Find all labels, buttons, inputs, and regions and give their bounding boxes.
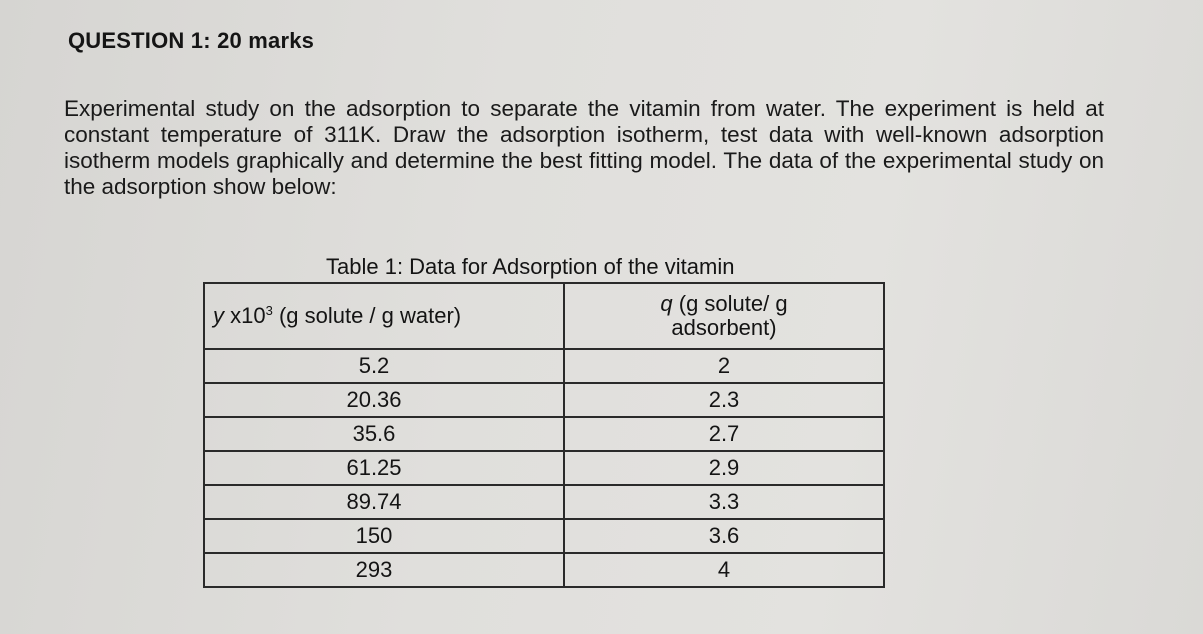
column-header-q	[564, 283, 884, 349]
cell-q: 2	[564, 349, 884, 383]
cell-y: 20.36	[204, 383, 564, 417]
cell-q: 3.6	[564, 519, 884, 553]
table-caption: Table 1: Data for Adsorption of the vitamin	[326, 254, 735, 279]
cell-y: 89.74	[204, 485, 564, 519]
y-times: x10	[224, 303, 266, 328]
cell-q: 2.3	[564, 383, 884, 417]
table-row	[204, 519, 884, 553]
question-title: QUESTION 1: 20 marks	[68, 28, 315, 53]
q-symbol: q	[660, 291, 673, 316]
table-row	[204, 451, 884, 485]
table-row	[204, 485, 884, 519]
adsorption-data-table	[203, 282, 885, 588]
cell-q: 2.9	[564, 451, 884, 485]
question-body: Experimental study on the adsorption to separate the vitamin from water. The experiment is held at constant temperature of 311K. Draw the adsorption isotherm, test data with well-known adsorption isotherm models graphically and determine the best fitting model. The data of the experimental study on the adsorption show below:	[64, 96, 1104, 199]
cell-y: 293	[204, 553, 564, 587]
q-units-line1: (g solute/ g	[672, 291, 788, 316]
cell-y: 61.25	[204, 451, 564, 485]
y-units: (g solute / g water)	[272, 303, 462, 328]
cell-y: 150	[204, 519, 564, 553]
y-exponent: 3	[265, 303, 273, 318]
column-header-y	[204, 283, 564, 349]
table-row	[204, 553, 884, 587]
y-symbol: y	[213, 303, 224, 328]
cell-y: 35.6	[204, 417, 564, 451]
table-header-row	[204, 283, 884, 349]
cell-q: 4	[564, 553, 884, 587]
table-row	[204, 417, 884, 451]
cell-q: 2.7	[564, 417, 884, 451]
cell-y: 5.2	[204, 349, 564, 383]
cell-q: 3.3	[564, 485, 884, 519]
table-row	[204, 349, 884, 383]
q-units-line2: adsorbent)	[671, 315, 777, 340]
table-row	[204, 383, 884, 417]
